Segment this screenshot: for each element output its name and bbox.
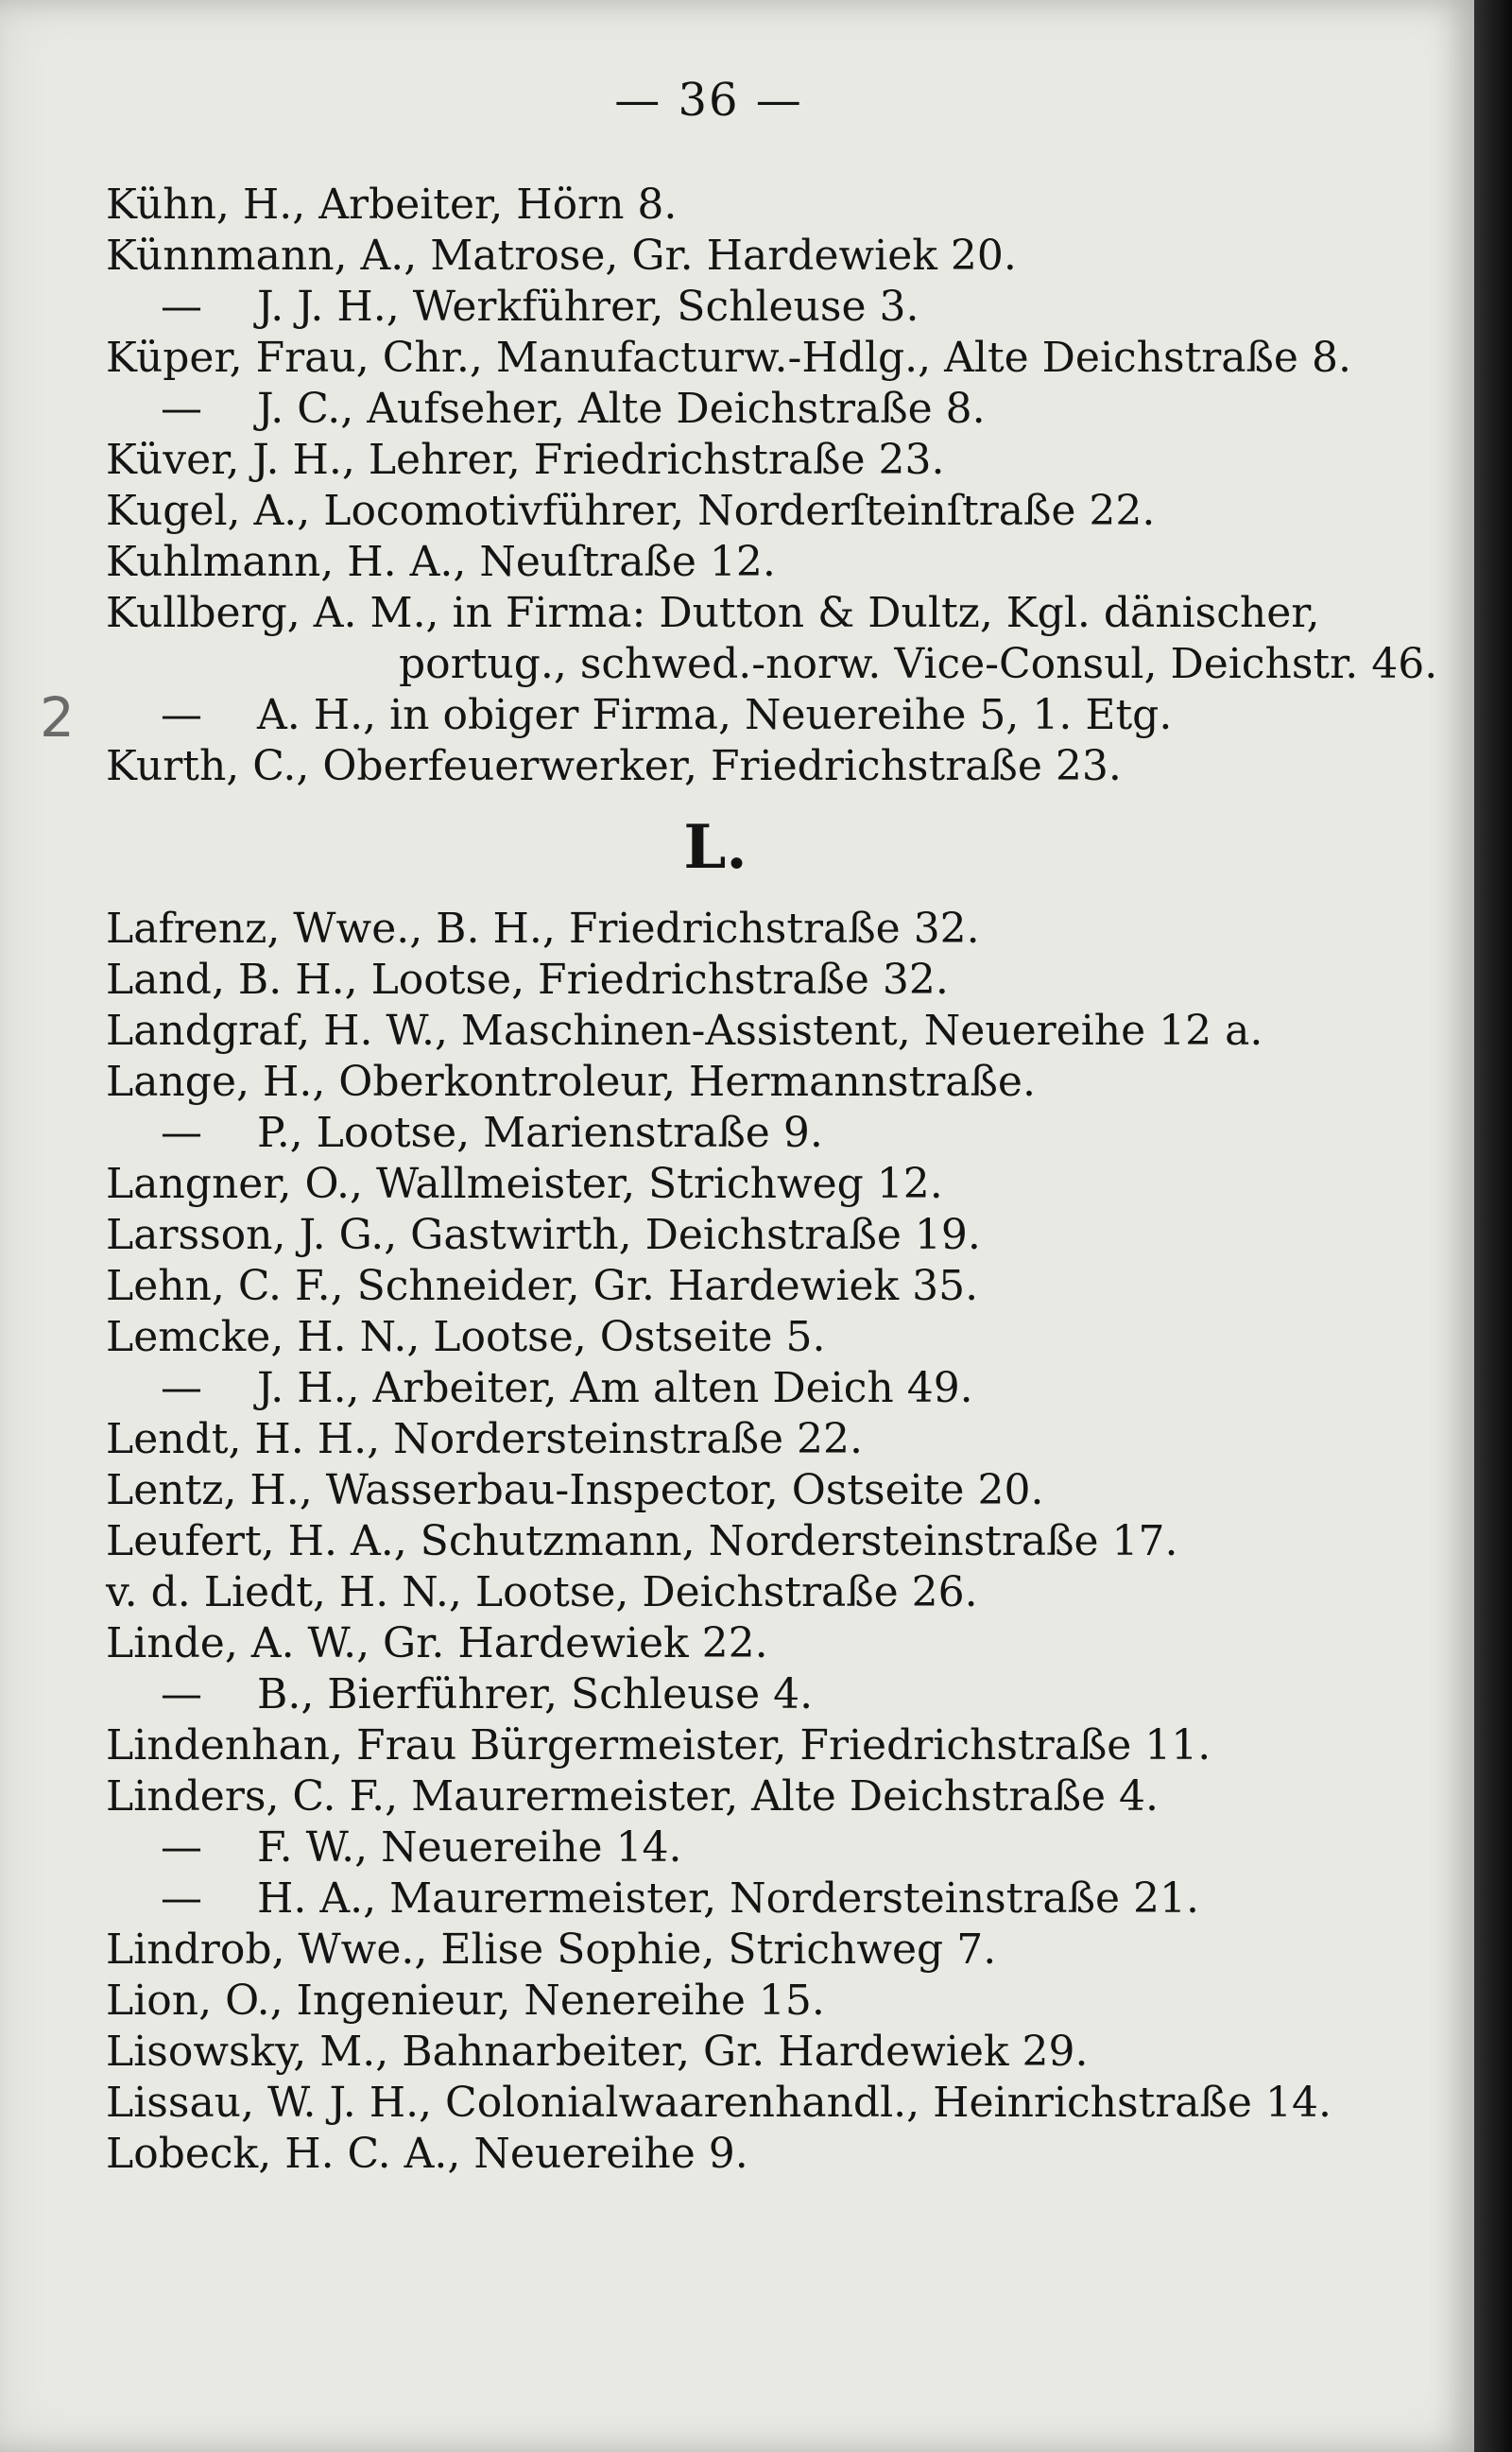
ditto-dash: — <box>161 1874 202 1923</box>
directory-entry <box>106 1822 1429 1874</box>
entry-text: Lindenhan, Frau Bürgermeister, Friedrichstraße 11. <box>106 1721 1211 1770</box>
entry-text: Lendt, H. H., Nordersteinstraße 22. <box>106 1415 863 1463</box>
directory-entry <box>106 1925 1429 1976</box>
directory-entry <box>106 1874 1429 1925</box>
entry-text: Land, B. H., Lootse, Friedrichstraße 32. <box>106 956 949 1004</box>
entry-text: Langner, O., Wallmeister, Strichweg 12. <box>106 1160 943 1208</box>
ditto-dash: — <box>161 691 202 739</box>
entry-text: Lion, O., Ingenieur, Nenereihe 15. <box>106 1977 825 2025</box>
ditto-dash: — <box>161 1670 202 1718</box>
entries-k-section <box>106 180 1438 792</box>
entry-text: Küver, J. H., Lehrer, Friedrichstraße 23. <box>106 436 945 484</box>
directory-entry <box>106 1159 1429 1210</box>
directory-entry <box>106 231 1429 282</box>
ditto-dash: — <box>161 385 202 433</box>
directory-entry <box>106 1720 1429 1771</box>
entry-text: portug., schwed.-norw. Vice-Consul, Deichstr. 46. <box>399 640 1438 688</box>
directory-entry <box>106 1057 1429 1108</box>
section-heading-l: L. <box>683 812 747 883</box>
entry-text: Lisowsky, M., Bahnarbeiter, Gr. Hardewiek 29. <box>106 2028 1089 2076</box>
entry-text: F. W., Neuereihe 14. <box>257 1823 682 1872</box>
entry-text: J. C., Aufseher, Alte Deichstraße 8. <box>257 385 986 433</box>
directory-entry <box>106 435 1429 486</box>
directory-entry <box>106 2078 1429 2129</box>
entry-text: Kühn, H., Arbeiter, Hörn 8. <box>106 181 678 229</box>
entry-text: Künnmann, A., Matrose, Gr. Hardewiek 20. <box>106 232 1017 280</box>
page-edge-shadow <box>1474 0 1512 2452</box>
entry-text: Linders, C. F., Maurermeister, Alte Deichstraße 4. <box>106 1772 1160 1821</box>
entry-text: J. J. H., Werkführer, Schleuse 3. <box>257 283 919 331</box>
directory-entry <box>106 1414 1429 1465</box>
directory-entry <box>106 1618 1429 1669</box>
entry-text: Lafrenz, Wwe., B. H., Friedrichstraße 32. <box>106 905 980 953</box>
entry-text: A. H., in obiger Firma, Neuereihe 5, 1. Etg. <box>257 691 1173 739</box>
margin-annotation: 2 <box>40 685 75 750</box>
directory-entry <box>106 955 1429 1006</box>
ditto-dash: — <box>161 1364 202 1412</box>
entry-text: v. d. Liedt, H. N., Lootse, Deichstraße 26. <box>106 1568 978 1616</box>
entry-text: Kurth, C., Oberfeuerwerker, Friedrichstraße 23. <box>106 742 1122 790</box>
directory-entry <box>106 904 1429 955</box>
entry-text: Landgraf, H. W., Maschinen-Assistent, Neuereihe 12 a. <box>106 1007 1263 1055</box>
directory-entry <box>106 384 1429 435</box>
entry-text: Lange, H., Oberkontroleur, Hermannstraße. <box>106 1058 1036 1106</box>
entry-text: P., Lootse, Marienstraße 9. <box>257 1109 823 1157</box>
page-number: — 36 — <box>614 74 803 127</box>
entry-text: Larsson, J. G., Gastwirth, Deichstraße 19. <box>106 1211 981 1259</box>
entry-text: Lobeck, H. C. A., Neuereihe 9. <box>106 2130 748 2178</box>
entry-text: Kugel, A., Locomotivführer, Norderſteinſtraße 22. <box>106 487 1156 535</box>
entry-text: Kuhlmann, H. A., Neuſtraße 12. <box>106 538 776 586</box>
directory-entry <box>106 1669 1429 1720</box>
entry-text: Kullberg, A. M., in Firma: Dutton & Dultz, Kgl. dänischer, <box>106 589 1320 637</box>
entry-text: H. A., Maurermeister, Nordersteinstraße 21. <box>257 1874 1200 1923</box>
entry-text: Leufert, H. A., Schutzmann, Nordersteinstraße 17. <box>106 1517 1178 1565</box>
entry-text: Lindrob, Wwe., Elise Sophie, Strichweg 7. <box>106 1925 997 1974</box>
directory-entry <box>106 2027 1429 2078</box>
directory-entry <box>106 1006 1429 1057</box>
directory-entry <box>106 1210 1429 1261</box>
directory-entry <box>106 1312 1429 1363</box>
directory-entry <box>106 639 1438 690</box>
directory-entry <box>106 1261 1429 1312</box>
directory-entry <box>106 1108 1429 1159</box>
ditto-dash: — <box>161 283 202 331</box>
directory-entry <box>106 180 1429 231</box>
entry-text: B., Bierführer, Schleuse 4. <box>257 1670 814 1718</box>
entry-text: Lemcke, H. N., Lootse, Ostseite 5. <box>106 1313 826 1361</box>
entry-text: Lissau, W. J. H., Colonialwaarenhandl., Heinrichstraße 14. <box>106 2079 1332 2127</box>
directory-entry <box>106 333 1429 384</box>
directory-entry <box>106 486 1429 537</box>
ditto-dash: — <box>161 1823 202 1872</box>
directory-entry <box>106 690 1429 741</box>
entry-text: Lehn, C. F., Schneider, Gr. Hardewiek 35. <box>106 1262 979 1310</box>
entries-list <box>106 180 1438 2180</box>
directory-entry <box>106 741 1429 792</box>
entries-l-section <box>106 904 1429 2180</box>
directory-entry <box>106 1567 1429 1618</box>
directory-entry <box>106 588 1429 639</box>
directory-entry <box>106 1465 1429 1516</box>
ditto-dash: — <box>161 1109 202 1157</box>
directory-entry <box>106 2129 1429 2180</box>
directory-entry <box>106 1976 1429 2027</box>
directory-entry <box>106 1363 1429 1414</box>
entry-text: J. H., Arbeiter, Am alten Deich 49. <box>257 1364 973 1412</box>
directory-entry <box>106 282 1429 333</box>
directory-entry <box>106 1516 1429 1567</box>
directory-entry <box>106 537 1429 588</box>
entry-text: Linde, A. W., Gr. Hardewiek 22. <box>106 1619 768 1667</box>
directory-entry <box>106 1771 1429 1822</box>
entry-text: Lentz, H., Wasserbau-Inspector, Ostseite 20. <box>106 1466 1044 1514</box>
entry-text: Küper, Frau, Chr., Manufacturw.-Hdlg., Alte Deichstraße 8. <box>106 334 1351 382</box>
